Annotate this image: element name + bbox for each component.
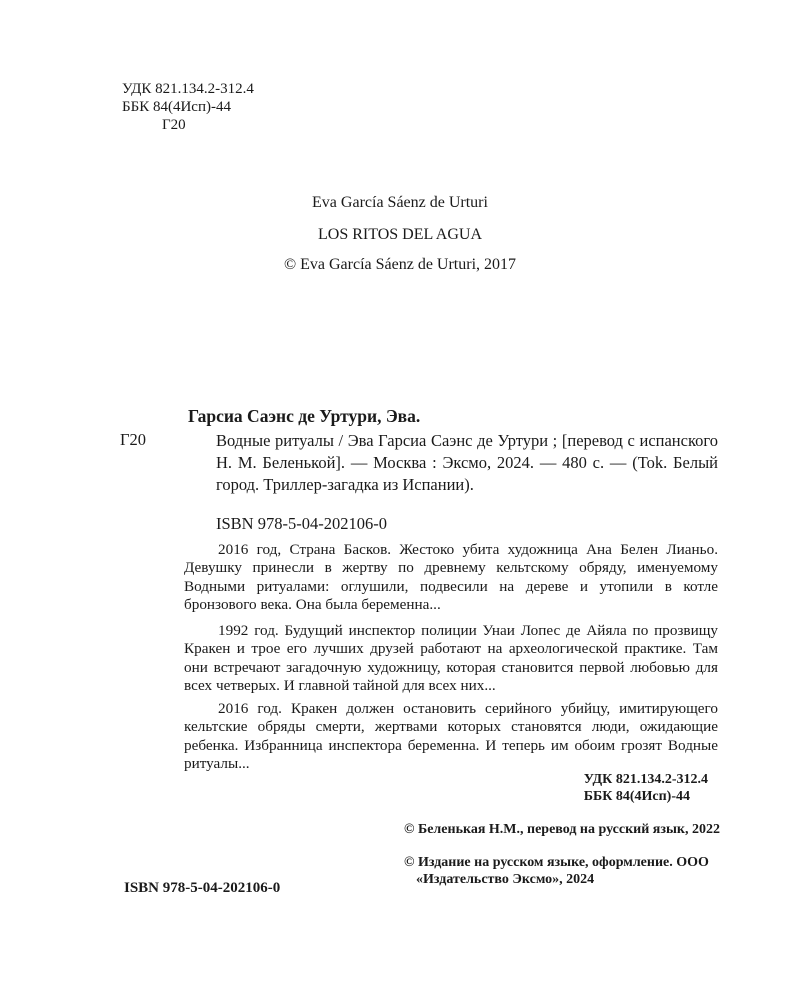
bbk-code: ББК 84(4Исп)-44	[122, 99, 231, 115]
original-copyright: © Eva García Sáenz de Urturi, 2017	[283, 256, 517, 273]
catalog-description: Водные ритуалы / Эва Гарсиа Саэнс де Уртури ; [перевод с испанского Н. М. Беленькой]. — Москва : Эксмо, 2024. — 480 с. — (Tok. Белый город. Триллер-загадка из Испании).	[216, 431, 718, 494]
translation-copyright: © Беленькая Н.М., перевод на русский язык, 2022	[404, 822, 720, 837]
index-codes-bold	[584, 771, 708, 805]
udk-code: УДК 821.134.2-312.4	[122, 81, 254, 97]
bbk-code-bold: ББК 84(4Исп)-44	[583, 789, 691, 804]
author-sign: Г20	[162, 117, 186, 133]
original-title: LOS RITOS DEL AGUA	[317, 226, 482, 243]
udk-code-bold: УДК 821.134.2-312.4	[583, 772, 708, 787]
edition-copyright: © Издание на русском языке, оформление. ООО «Издательство Эксмо», 2024	[404, 855, 709, 887]
catalog-isbn: ISBN 978-5-04-202106-0	[216, 514, 387, 533]
footer-isbn: ISBN 978-5-04-202106-0	[124, 880, 281, 896]
annotation-paragraph-2: 1992 год. Будущий инспектор полиции Унаи Лопес де Айяла по прозвищу Кракен и трое его лучших друзей работают на археологической практике. Там они встречают загадочную художницу, которая становится первой любовью для всех четверых. И главной тайной для всех них...	[184, 622, 718, 695]
annotation-paragraph-1: 2016 год, Страна Басков. Жестоко убита художница Ана Белен Лианьо. Девушку принесли в жертву по древнему кельтскому обряду, именуемому Водными ритуалами: оглушили, подвесили на дереве и утопили в котле бронзового века. Она была беременна...	[184, 541, 718, 614]
annotation-paragraph-3: 2016 год. Кракен должен остановить серийного убийцу, имитирующего кельтские обряды смерти, жертвами которых становятся люди, ожидающие ребенка. Избранница инспектора беременна. И теперь им обоим грозят Водные ритуалы...	[184, 700, 718, 773]
catalog-author-sign: Г20	[120, 430, 147, 449]
index-codes-top	[122, 80, 254, 134]
catalog-author-heading: Гарсиа Саэнс де Уртури, Эва.	[188, 406, 421, 426]
original-author: Eva García Sáenz de Urturi	[312, 194, 488, 211]
